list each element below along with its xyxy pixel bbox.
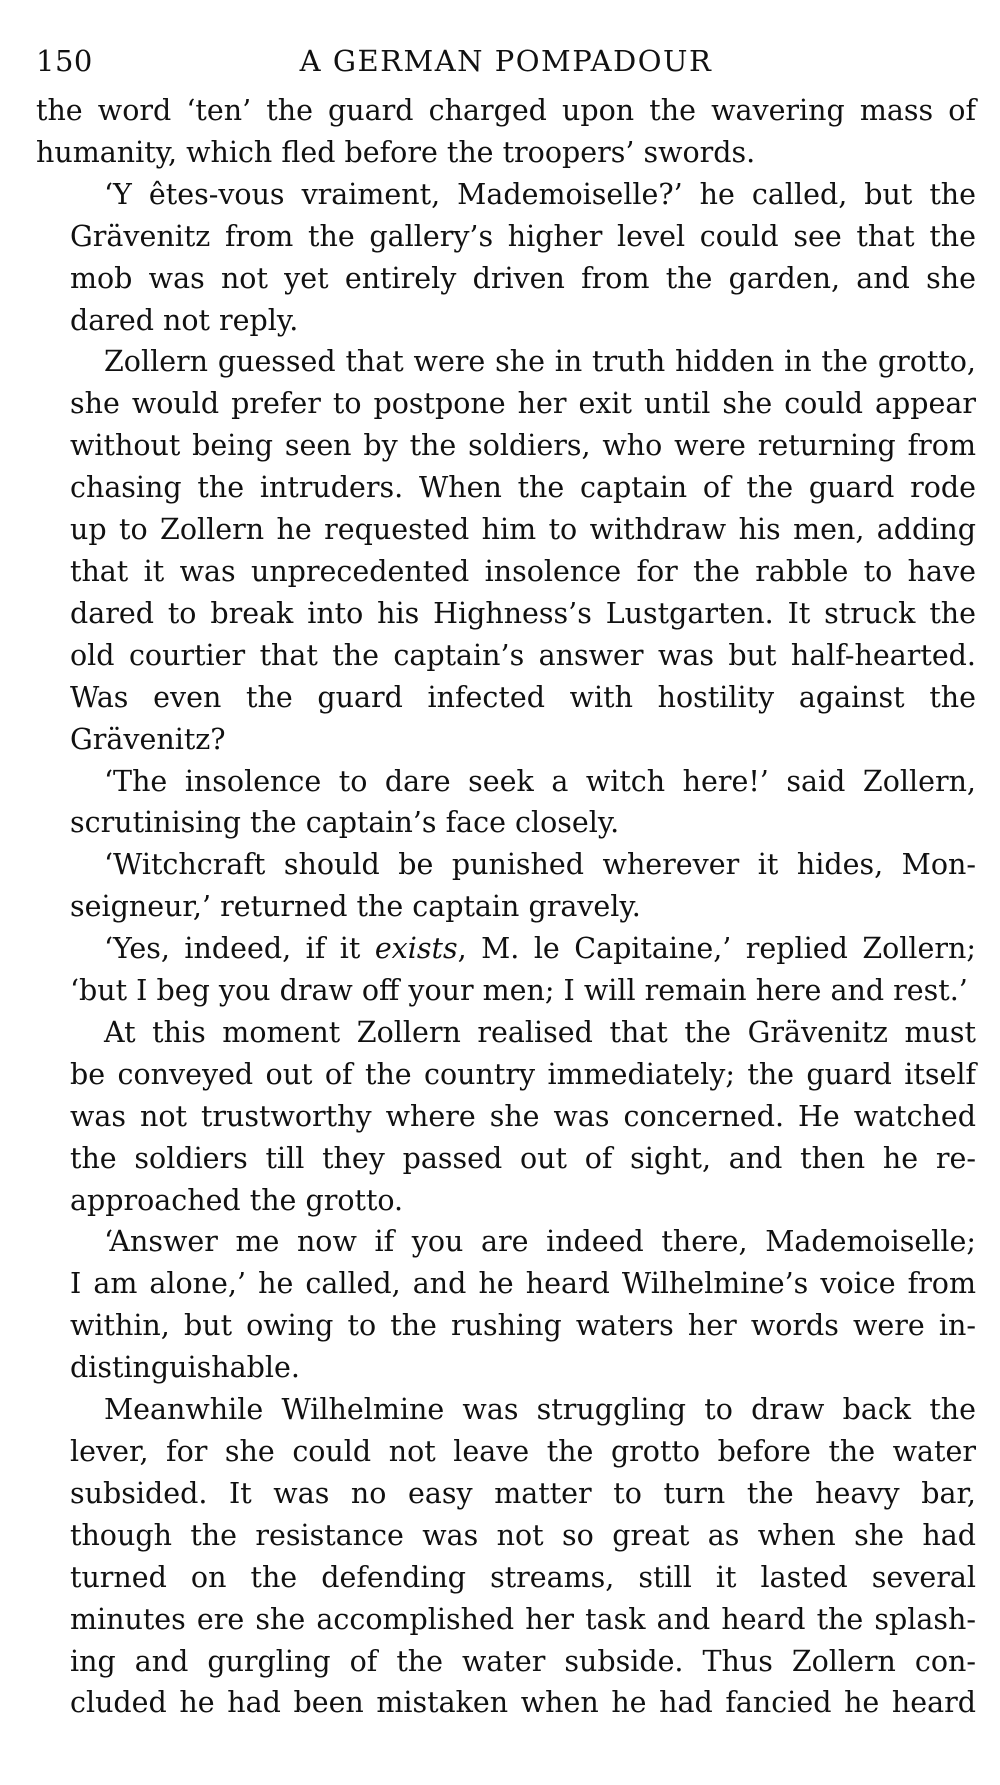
text-line: minutes ere she accomplished her task and heard the splash-: [70, 1602, 976, 1636]
text-line: she would prefer to postpone her exit until she could appear: [70, 387, 976, 421]
paragraph: [36, 928, 976, 1012]
text-line: without being seen by the soldiers, who were returning from: [70, 429, 976, 463]
text-line: ‘Answer me now if you are indeed there, Mademoiselle;: [104, 1225, 976, 1259]
paragraph: [36, 1221, 976, 1389]
text-line: distinguishable.: [70, 1351, 300, 1385]
text-line: Meanwhile Wilhelmine was struggling to draw back the: [104, 1393, 976, 1427]
text-line: though the resistance was not so great as when she had: [70, 1518, 976, 1552]
text-line: the soldiers till they passed out of sight, and then he re-: [70, 1141, 976, 1175]
text-line: be conveyed out of the country immediately; the guard itself: [70, 1057, 976, 1091]
page-header: [36, 44, 976, 90]
text-line: dared not reply.: [70, 303, 299, 337]
text-line: I am alone,’ he called, and he heard Wilhelmine’s voice from: [70, 1267, 976, 1301]
paragraph: [36, 761, 976, 845]
text-line: ‘The insolence to dare seek a witch here!’ said Zollern,: [104, 764, 976, 798]
text-line: ing and gurgling of the water subside. Thus Zollern con-: [70, 1644, 976, 1678]
text-line: seigneur,’ returned the captain gravely.: [70, 890, 641, 924]
text-line: mob was not yet entirely driven from the garden, and she: [70, 261, 976, 295]
text-line: up to Zollern he requested him to withdraw his men, adding: [70, 513, 976, 547]
paragraph: [36, 90, 976, 174]
running-title: A GERMAN POMPADOUR: [299, 44, 713, 78]
text-line: Grävenitz from the gallery’s higher level could see that the: [70, 219, 976, 253]
text-line: At this moment Zollern realised that the Grävenitz must: [104, 1015, 976, 1049]
text-line: ‘but I beg you draw off your men; I will remain here and rest.’: [70, 974, 968, 1008]
paragraph: [36, 1389, 976, 1724]
text-line: dared to break into his Highness’s Lustgarten. It struck the: [70, 596, 976, 630]
paragraph: [36, 1012, 976, 1222]
text-line: Grävenitz?: [70, 722, 226, 756]
text-line: ‘Yes, indeed, if it exists, M. le Capitaine,’ replied Zollern;: [104, 932, 976, 966]
book-page: [36, 44, 976, 1724]
paragraph: [36, 341, 976, 760]
body-text: [36, 90, 976, 1724]
text-line: that it was unprecedented insolence for the rabble to have: [70, 554, 976, 588]
text-line: within, but owing to the rushing waters her words were in-: [70, 1309, 976, 1343]
text-line: subsided. It was no easy matter to turn the heavy bar,: [70, 1476, 976, 1510]
text-line: Was even the guard infected with hostility against the: [70, 680, 976, 714]
text-line: cluded he had been mistaken when he had fancied he heard: [70, 1686, 976, 1720]
page-number: 150: [36, 44, 93, 78]
emphasis: exists: [374, 932, 458, 966]
text-line: Zollern guessed that were she in truth hidden in the grotto,: [104, 345, 976, 379]
text-line: scrutinising the captain’s face closely.: [70, 806, 620, 840]
text-line: turned on the defending streams, still it lasted several: [70, 1560, 976, 1594]
text-line: old courtier that the captain’s answer was but half-hearted.: [70, 638, 976, 672]
text-line: approached the grotto.: [70, 1183, 404, 1217]
text-line: ‘Witchcraft should be punished wherever it hides, Mon-: [104, 848, 976, 882]
text-line: the word ‘ten’ the guard charged upon the wavering mass of: [36, 94, 976, 127]
text-line: chasing the intruders. When the captain of the guard rode: [70, 471, 976, 505]
paragraph: [36, 174, 976, 342]
text-line: was not trustworthy where she was concerned. He watched: [70, 1099, 976, 1133]
text-line: lever, for she could not leave the grotto before the water: [70, 1435, 976, 1468]
text-line: ‘Y êtes-vous vraiment, Mademoiselle?’ he called, but the: [104, 177, 976, 211]
paragraph: [36, 844, 976, 928]
text-line: humanity, which fled before the troopers’ swords.: [36, 135, 756, 169]
